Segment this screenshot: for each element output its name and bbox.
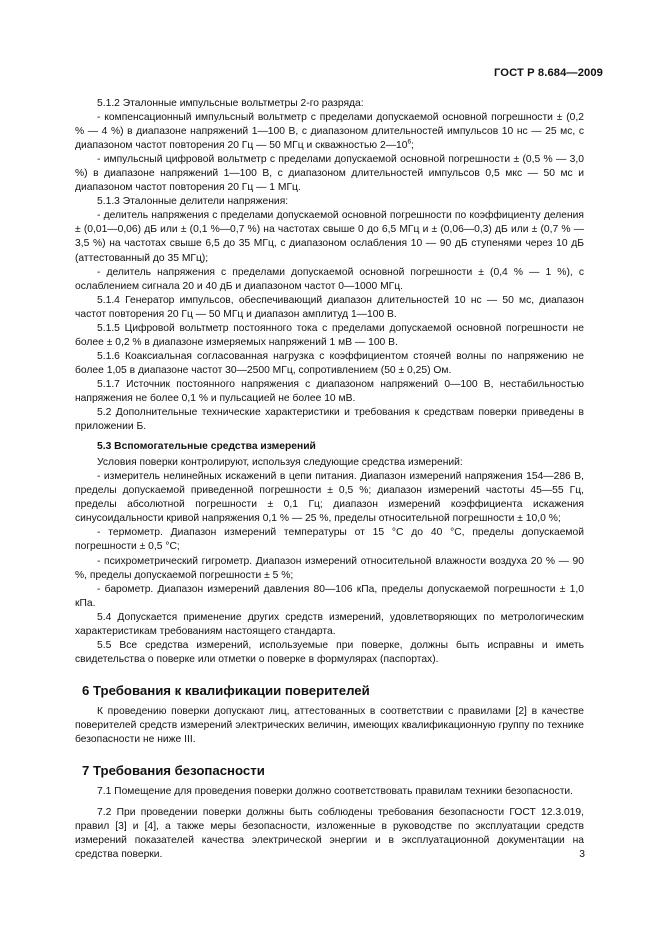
paragraph [75, 555, 584, 583]
paragraph [75, 526, 584, 554]
paragraph-text: - психрометрический гигрометр. Диапазон измерений относительной влажности воздуха 20 % — 90 %, пределы допускаемой погрешности ± 5 %; [75, 555, 584, 581]
paragraph [75, 470, 584, 526]
paragraph [75, 378, 584, 406]
paragraph-text: 5.2 Дополнительные технические характеристики и требования к средствам поверки приведены в приложении Б. [75, 407, 584, 433]
paragraph [75, 639, 584, 667]
paragraph-text: - делитель напряжения с пределами допускаемой основной погрешности ± (0,4 % — 1 %), с ослаблением сигнала 20 и 40 дБ и диапазоном частот 0—1000 МГц. [75, 266, 584, 292]
paragraph [75, 406, 584, 434]
paragraph-tail: ; [411, 140, 414, 152]
paragraph-text: Условия поверки контролируют, используя следующие средства измерений: [97, 457, 463, 469]
paragraph-text: 5.3 Вспомогательные средства измерений [97, 441, 316, 453]
paragraph-text: 5.4 Допускается применение других средств измерений, удовлетворяющих по метрологическим характеристикам требованиям настоящего стандарта. [75, 611, 584, 637]
section-heading [75, 684, 584, 698]
paragraph [75, 111, 584, 153]
subsection-heading [75, 440, 584, 454]
paragraph [75, 294, 584, 322]
paragraph [75, 322, 584, 350]
paragraph [75, 456, 584, 470]
paragraph-text: 7.2 При проведении поверки должны быть соблюдены требования безопасности ГОСТ 12.3.019, правил [3] и [4], а также меры безопасности, изложенные в руководстве по эксплуатации средств измерений показателей качества электрической энергии и в эксплуатационной документации на средства поверки. [75, 806, 584, 860]
paragraph [75, 209, 584, 265]
paragraph-text: - компенсационный импульсный вольтметр с пределами допускаемой основной погрешности ± (0,2 % — 4 %) в диапазоне напряжений 1—100 В, с диапазоном длительностей импульсов 10 нс — 25 мс, с диапазоном частот повторения 20 Гц — 50 МГц и скважностью 2—10 [75, 112, 584, 152]
paragraph-text: 7.1 Помещение для проведения поверки должно соответствовать правилам техники безопасности. [97, 786, 574, 798]
document-body [75, 97, 584, 862]
paragraph [75, 611, 584, 639]
section-heading [75, 764, 584, 778]
paragraph-text: - импульсный цифровой вольтметр с пределами допускаемой основной погрешности ± (0,5 % — 3,0 %) в диапазоне напряжений 1—100 В, с диапазоном длительностей импульсов 0,5 мкс — 50 мс и диапазоном частот повторения 20 Гц — 1 МГц. [75, 154, 584, 194]
paragraph-text: - барометр. Диапазон измерений давления 80—106 кПа, пределы допускаемой погрешности ± 1,0 кПа. [75, 583, 584, 609]
paragraph [75, 705, 584, 747]
paragraph [75, 806, 584, 862]
paragraph-text: 5.1.2 Эталонные импульсные вольтметры 2-го разряда: [97, 98, 364, 109]
superscript: 6 [407, 138, 412, 146]
paragraph-text: К проведению поверки допускают лиц, аттестованных в соответствии с правилами [2] в качестве поверителей средств измерений электрических величин, имеющих квалификационную группу по технике безопасности не ниже III. [75, 705, 584, 746]
paragraph-text: 6 Требования к квалификации поверителей [82, 682, 370, 698]
paragraph [75, 266, 584, 294]
paragraph-text: 7 Требования безопасности [82, 763, 265, 779]
paragraph-text: 5.1.3 Эталонные делители напряжения: [97, 196, 289, 208]
paragraph [75, 195, 584, 209]
paragraph-text: - измеритель нелинейных искажений в цепи питания. Диапазон измерений напряжения 154—286 В, пределы допускаемой приведенной погрешности ± 0,5 %; диапазон измерений частоты 45—55 Гц, пределы абсолютной погрешности ± 0,1 Гц; диапазон измерений коэффициента искажения синусоидальности кривой напряжения 0,1 % — 25 %, пределы относительной погрешности ± 10,0 %; [75, 471, 584, 525]
paragraph-text: 5.5 Все средства измерений, используемые при поверке, должны быть исправны и иметь свидетельства о поверке или отметки о поверке в формулярах (паспортах). [75, 639, 584, 665]
paragraph [75, 785, 584, 799]
page-number: 3 [579, 849, 585, 860]
paragraph-text: 5.1.6 Коаксиальная согласованная нагрузка с коэффициентом стоячей волны по напряжению не более 1,05 в диапазоне частот 30—2500 МГц, сопротивлением (50 ± 0,25) Ом. [75, 350, 584, 376]
paragraph [75, 350, 584, 378]
paragraph-text: - термометр. Диапазон измерений температуры от 15 °С до 40 °С, пределы допускаемой погрешности ± 0,5 °С; [75, 527, 584, 553]
document-header: ГОСТ Р 8.684—2009 [494, 67, 603, 79]
paragraph-text: 5.1.4 Генератор импульсов, обеспечивающий диапазон длительностей 10 нс — 50 мс, диапазон частот повторения 20 Гц — 50 МГц и диапазон амплитуд 1—100 В. [75, 294, 584, 320]
paragraph [75, 583, 584, 611]
paragraph [75, 97, 584, 111]
paragraph [75, 153, 584, 195]
paragraph-text: 5.1.5 Цифровой вольтметр постоянного тока с пределами допускаемой основной погрешности не более ± 0,2 % в диапазоне измеряемых напряжений 1 мВ — 100 В. [75, 322, 584, 348]
paragraph-text: - делитель напряжения с пределами допускаемой основной погрешности по коэффициенту деления ± (0,01—0,06) дБ или ± (0,1 %—0,7 %) на частотах свыше 0 до 6,5 МГц и ± (0,06—0,3) дБ или ± (0,7 % — 3,5 %) на частотах свыше 6,5 до 35 МГц, с диапазоном ослабления 10 — 90 дБ ступенями через 10 дБ (аттестованный до 35 МГц); [75, 210, 584, 264]
paragraph-text: 5.1.7 Источник постоянного напряжения с диапазоном напряжений 0—100 В, нестабильностью напряжения не более 0,1 % и пульсацией не более 10 мВ. [75, 378, 584, 404]
